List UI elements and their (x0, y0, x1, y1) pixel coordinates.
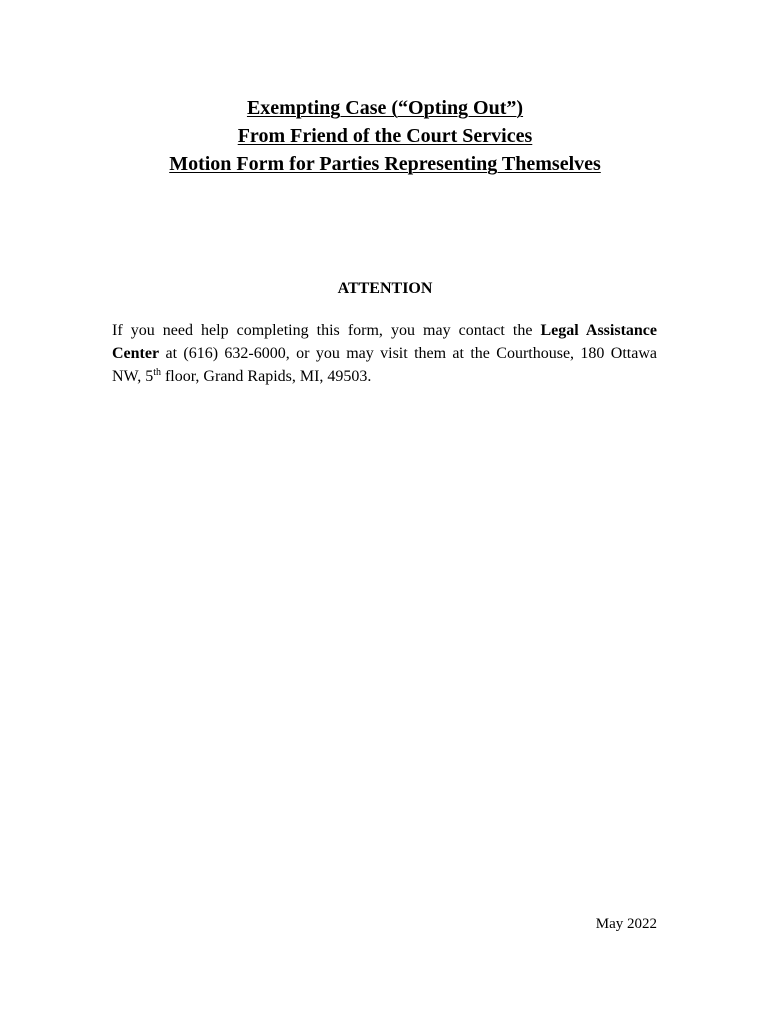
document-title (0, 94, 770, 178)
title-line-2: From Friend of the Court Services (237, 125, 533, 147)
help-text-intro: If you need help completing this form, you may contact the (112, 322, 541, 339)
attention-heading: ATTENTION (337, 280, 433, 297)
legal-assistance-center-name: Legal Assistance Center (112, 322, 657, 362)
title-line-3: Motion Form for Parties Representing Themselves (169, 153, 601, 175)
revision-date: May 2022 (595, 916, 657, 932)
help-paragraph (112, 319, 657, 388)
help-text-contact: at (616) 632-6000, or you may visit them at the Courthouse, 180 Ottawa NW, 5 (112, 345, 657, 385)
help-text-address-end: floor, Grand Rapids, MI, 49503. (160, 368, 372, 385)
title-line-1: Exempting Case (“Opting Out”) (246, 97, 524, 119)
floor-ordinal-superscript: th (153, 367, 161, 378)
